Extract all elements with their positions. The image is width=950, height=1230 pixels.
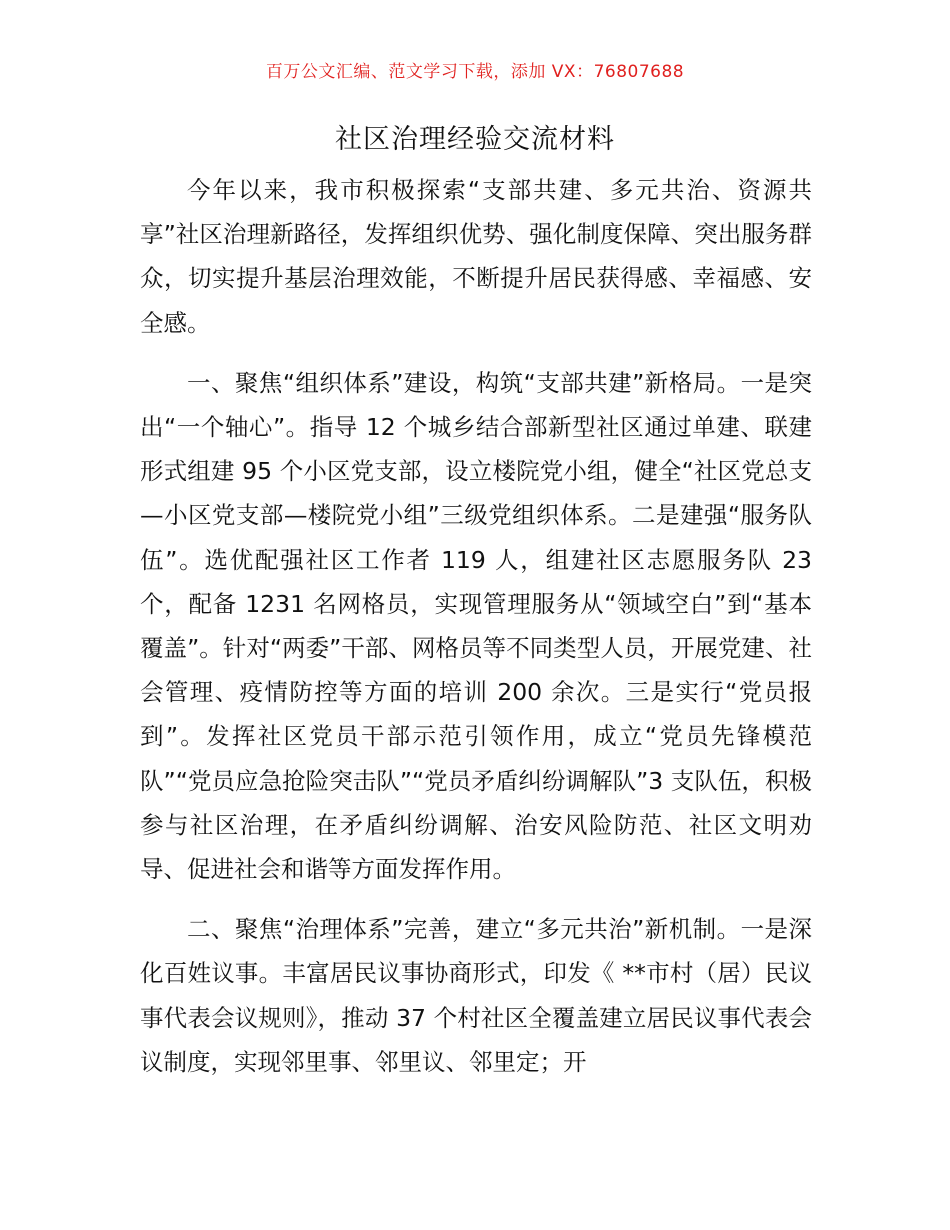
- document-title: 社区治理经验交流材料: [335, 124, 615, 155]
- section-two-paragraph: 二、聚焦“治理体系”完善，建立“多元共治”新机制。一是深化百姓议事。丰富居民议事协商形式，印发《 **市村（居）民议事代表会议规则》，推动 37 个村社区全覆盖建立居民议事代表会议制度，实现邻里事、邻里议、邻里定；开: [140, 915, 812, 1076]
- intro-paragraph: 今年以来，我市积极探索“支部共建、多元共治、资源共享”社区治理新路径，发挥组织优势、强化制度保障、突出服务群众，切实提升基层治理效能，不断提升居民获得感、幸福感、安全感。: [140, 176, 812, 337]
- document-body: [140, 168, 812, 1100]
- header-download-note: 百万公文汇编、范文学习下载，添加 VX：76807688: [265, 62, 685, 82]
- section-one-paragraph: 一、聚焦“组织体系”建设，构筑“支部共建”新格局。一是突出“一个轴心”。指导 12 个城乡结合部新型社区通过单建、联建形式组建 95 个小区党支部，设立楼院党小组，健全“社区党总支—小区党支部—楼院党小组”三级党组织体系。二是建强“服务队伍”。选优配强社区工作者 119 人，组建社区志愿服务队 23 个，配备 1231 名网格员，实现管理服务从“领域空白”到“基本覆盖”。针对“两委”干部、网格员等不同类型人员，开展党建、社会管理、疫情防控等方面的培训 200 余次。三是实行“党员报到”。发挥社区党员干部示范引领作用，成立“党员先锋模范队”“党员应急抢险突击队”“党员矛盾纠纷调解队”3 支队伍，积极参与社区治理，在矛盾纠纷调解、治安风险防范、社区文明劝导、促进社会和谐等方面发挥作用。: [140, 368, 812, 884]
